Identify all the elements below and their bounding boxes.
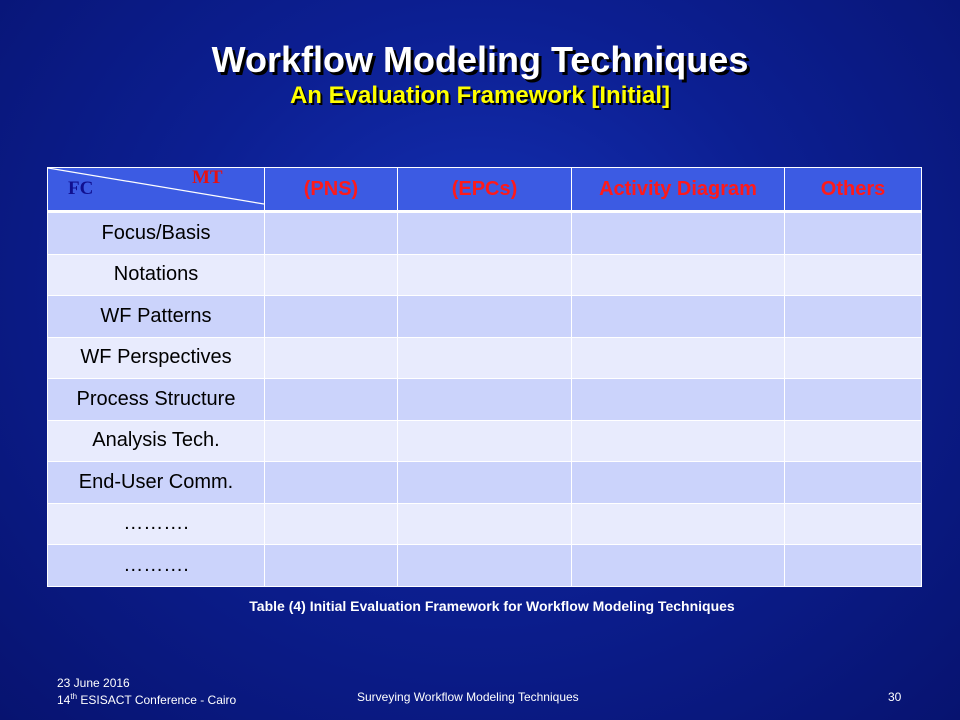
table-cell	[265, 296, 398, 338]
table-cell	[265, 337, 398, 379]
table-cell	[785, 212, 922, 255]
column-header-epcs: (EPCs)	[398, 168, 572, 212]
row-label: Analysis Tech.	[48, 420, 265, 462]
table-row	[48, 503, 922, 545]
table-cell	[785, 503, 922, 545]
table-cell	[572, 379, 785, 421]
table-cell	[785, 462, 922, 504]
slide-title-block	[0, 38, 960, 110]
table-row	[48, 420, 922, 462]
table-caption: Table (4) Initial Evaluation Framework for Workflow Modeling Techniques	[249, 598, 735, 614]
row-label: ……….	[48, 545, 265, 587]
table-cell	[572, 337, 785, 379]
table-row	[48, 296, 922, 338]
footer-conference-ordinal-suffix: th	[70, 692, 78, 701]
table-cell	[265, 254, 398, 296]
table-cell	[785, 545, 922, 587]
column-header-activity-diagram: Activity Diagram	[572, 168, 785, 212]
table-cell	[265, 545, 398, 587]
row-label: End-User Comm.	[48, 462, 265, 504]
table-cell	[265, 420, 398, 462]
row-label: ……….	[48, 503, 265, 545]
table-cell	[572, 503, 785, 545]
table-row	[48, 254, 922, 296]
table-header-row	[48, 168, 922, 212]
table-corner-cell	[48, 168, 265, 212]
table-cell	[572, 296, 785, 338]
table-cell	[572, 545, 785, 587]
corner-column-axis-label: MT	[192, 167, 223, 188]
table-cell	[398, 337, 572, 379]
table-cell	[398, 379, 572, 421]
table-cell	[398, 462, 572, 504]
row-label: WF Perspectives	[48, 337, 265, 379]
table-row	[48, 379, 922, 421]
table-row	[48, 212, 922, 255]
table-cell	[785, 420, 922, 462]
table-cell	[265, 503, 398, 545]
table-cell	[398, 545, 572, 587]
footer-conference-name: ESISACT Conference - Cairo	[80, 693, 237, 707]
footer-date: 23 June 2016	[57, 676, 130, 690]
table-cell	[572, 420, 785, 462]
row-label: Focus/Basis	[48, 212, 265, 255]
table-cell	[265, 462, 398, 504]
table-cell	[572, 462, 785, 504]
table-cell	[265, 212, 398, 255]
table-cell	[398, 420, 572, 462]
footer-conference	[57, 690, 236, 707]
table-cell	[785, 337, 922, 379]
table-cell	[785, 254, 922, 296]
table-row	[48, 337, 922, 379]
table-cell	[398, 503, 572, 545]
row-label: WF Patterns	[48, 296, 265, 338]
evaluation-framework-table	[47, 167, 922, 587]
table-cell	[785, 296, 922, 338]
column-header-others: Others	[785, 168, 922, 212]
table-row	[48, 545, 922, 587]
table-cell	[398, 212, 572, 255]
slide-title: Workflow Modeling Techniques	[211, 39, 749, 80]
footer-conference-ordinal: 14	[57, 693, 71, 707]
corner-row-axis-label: FC	[68, 178, 94, 199]
table-row	[48, 462, 922, 504]
row-label: Notations	[48, 254, 265, 296]
table-cell	[398, 296, 572, 338]
footer-presentation-title: Surveying Workflow Modeling Techniques	[357, 690, 579, 704]
row-label: Process Structure	[48, 379, 265, 421]
slide-subtitle: An Evaluation Framework [Initial]	[289, 82, 671, 109]
table-cell	[572, 212, 785, 255]
table-cell	[572, 254, 785, 296]
footer-page-number: 30	[888, 690, 902, 704]
table-cell	[785, 379, 922, 421]
column-header-pns: (PNS)	[265, 168, 398, 212]
table-cell	[265, 379, 398, 421]
table-cell	[398, 254, 572, 296]
